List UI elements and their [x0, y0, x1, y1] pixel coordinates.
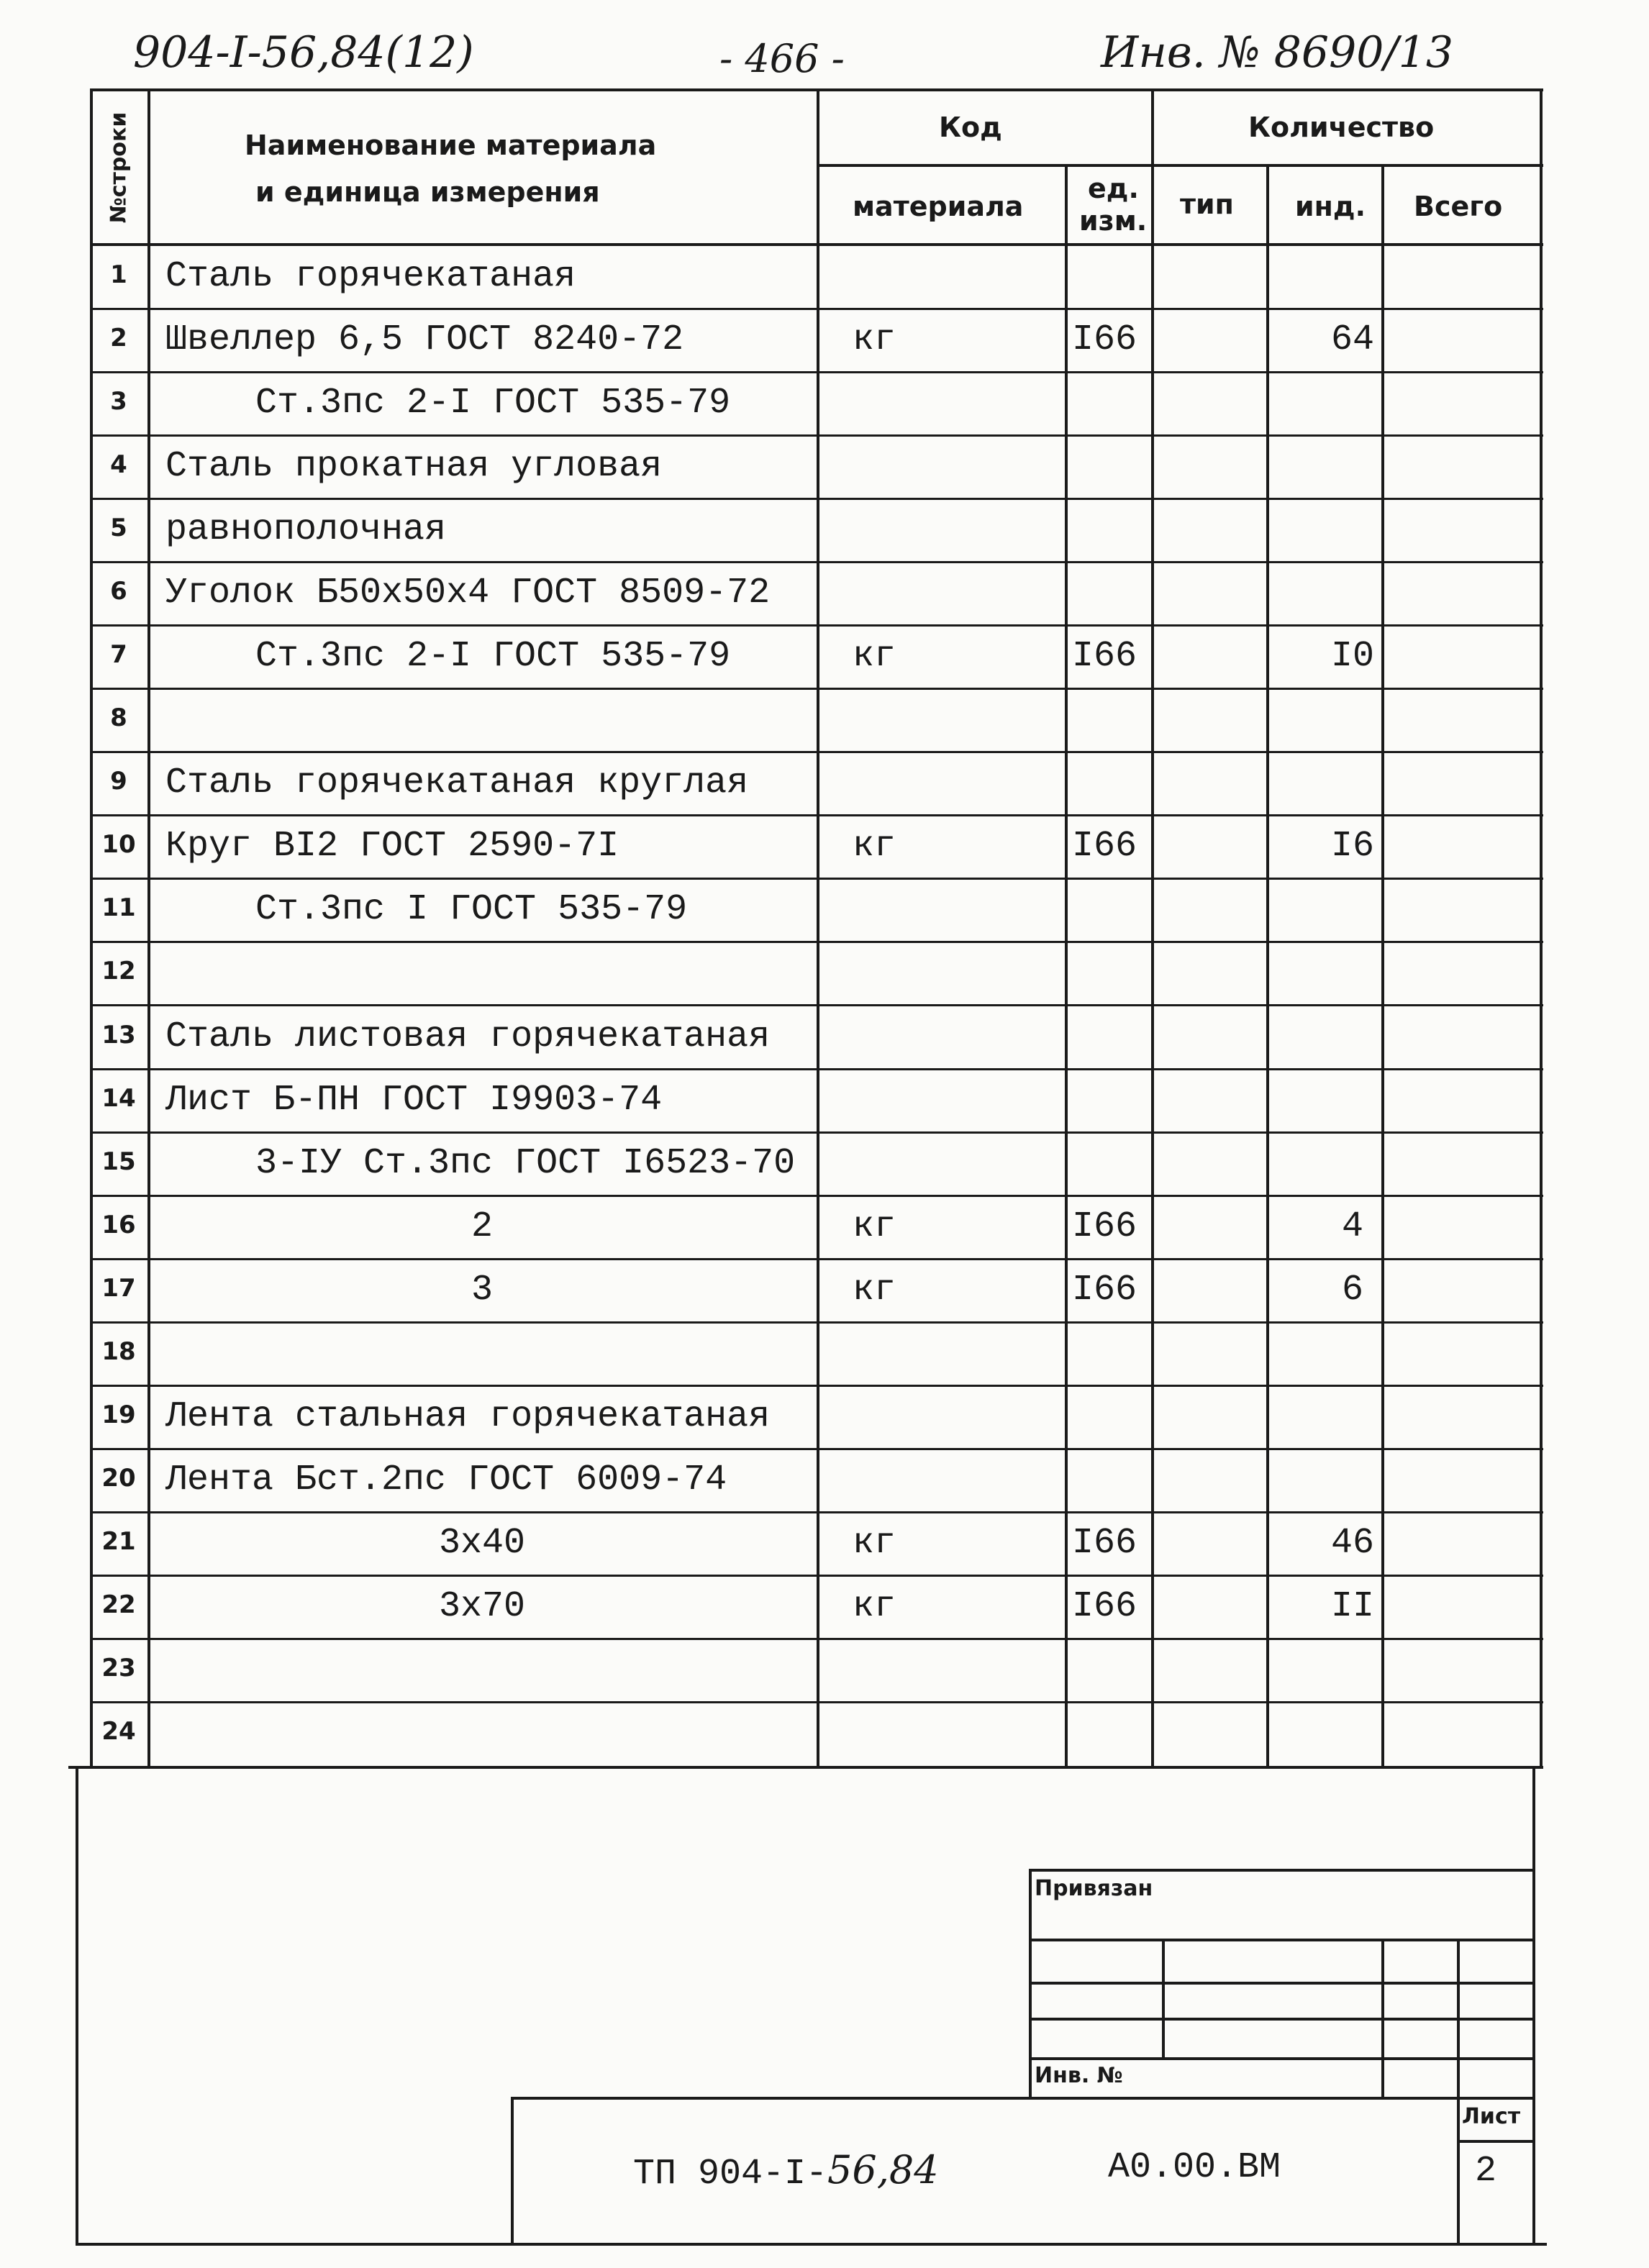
- row-number: 17: [101, 1273, 136, 1303]
- row-number: 5: [110, 514, 127, 543]
- material-name: Лента Бст.2пс ГОСТ 6009-74: [165, 1459, 727, 1500]
- table-row: [90, 1449, 1543, 1513]
- unit-of-measure: кг: [852, 636, 896, 678]
- row-number: 4: [110, 450, 127, 480]
- row-number: 24: [101, 1716, 136, 1746]
- row-number: 22: [101, 1590, 136, 1619]
- material-name: Уголок Б50х50х4 ГОСТ 8509-72: [165, 573, 771, 614]
- table-row: [90, 1196, 1543, 1260]
- material-name: Ст.3пс 2-I ГОСТ 535-79: [255, 383, 731, 424]
- table-row: [90, 1386, 1543, 1449]
- material-name: 3: [471, 1269, 493, 1311]
- individual-quantity: 64: [1330, 319, 1374, 361]
- row-number: 14: [101, 1083, 136, 1113]
- table-row: [90, 373, 1543, 436]
- table-row: [90, 1133, 1543, 1196]
- material-name: равнополочная: [165, 509, 447, 551]
- material-name: 2: [471, 1206, 493, 1247]
- row-number: 19: [101, 1400, 136, 1429]
- table-row: [90, 309, 1543, 373]
- individual-quantity: II: [1330, 1585, 1374, 1627]
- material-name: 3х70: [438, 1585, 526, 1627]
- table-row: [90, 626, 1543, 689]
- row-number: 20: [101, 1463, 136, 1493]
- individual-quantity: 4: [1341, 1206, 1363, 1247]
- material-name: 3-IУ Ст.3пс ГОСТ I6523-70: [255, 1142, 796, 1184]
- inventory-label: Инв. №: [1035, 2063, 1123, 2088]
- material-name: Круг ВI2 ГОСТ 2590-7I: [165, 826, 619, 867]
- bound-label: Привязан: [1035, 1876, 1153, 1901]
- individual-quantity: 6: [1341, 1269, 1363, 1311]
- row-number: 8: [110, 703, 127, 733]
- individual-quantity: I0: [1330, 636, 1374, 678]
- table-row: [90, 1006, 1543, 1070]
- unit-of-measure: кг: [852, 1522, 896, 1564]
- unit-code: I66: [1072, 1269, 1137, 1311]
- type-header: тип: [1180, 188, 1234, 220]
- material-name: 3х40: [438, 1522, 526, 1564]
- project-code: ТП 904-I-56,84: [633, 2147, 939, 2195]
- table-row: [90, 1639, 1543, 1703]
- row-number: 16: [101, 1210, 136, 1239]
- quantity-header: Количество: [1248, 111, 1435, 143]
- table-row: [90, 879, 1543, 942]
- material-name: Лист Б-ПН ГОСТ I9903-74: [165, 1079, 663, 1121]
- table-row: [90, 942, 1543, 1006]
- table-row: [90, 1323, 1543, 1386]
- material-name: Сталь прокатная угловая: [165, 446, 663, 488]
- row-number: 12: [101, 957, 136, 986]
- table-row: [90, 1703, 1543, 1766]
- table-row: [90, 1513, 1543, 1576]
- name-header-line2: и единица измерения: [255, 176, 600, 208]
- unit-of-measure: кг: [852, 319, 896, 361]
- individual-quantity: 46: [1330, 1522, 1374, 1564]
- table-row: [90, 1260, 1543, 1323]
- name-header-line1: Наименование материала: [245, 129, 657, 161]
- sheet-number: 2: [1475, 2151, 1497, 2192]
- unit-code: I66: [1072, 636, 1137, 678]
- row-number: 3: [110, 387, 127, 416]
- row-number: 1: [110, 260, 127, 290]
- material-name: Швеллер 6,5 ГОСТ 8240-72: [165, 319, 684, 361]
- drawing-designation: А0.00.ВМ: [1108, 2147, 1281, 2188]
- material-name: Сталь горячекатаная: [165, 256, 576, 298]
- table-row: [90, 1070, 1543, 1133]
- row-number: 15: [101, 1147, 136, 1176]
- row-number: 21: [101, 1526, 136, 1556]
- material-name: Ст.3пс 2-I ГОСТ 535-79: [255, 636, 731, 678]
- table-row: [90, 246, 1543, 309]
- material-name: Ст.3пс I ГОСТ 535-79: [255, 889, 688, 931]
- material-name: Сталь горячекатаная круглая: [165, 762, 749, 804]
- unit-header-line2: изм.: [1079, 205, 1148, 237]
- unit-of-measure: кг: [852, 1206, 896, 1247]
- table-row: [90, 563, 1543, 626]
- unit-code: I66: [1072, 1206, 1137, 1247]
- code-header: Код: [939, 111, 1002, 143]
- page-number: - 466 -: [719, 36, 845, 81]
- inventory-number: Инв. № 8690/13: [1101, 27, 1454, 78]
- material-name: Лента стальная горячекатаная: [165, 1395, 771, 1437]
- sheet-label: Лист: [1462, 2104, 1521, 2129]
- row-number: 2: [110, 324, 127, 353]
- material-name: Сталь листовая горячекатаная: [165, 1016, 771, 1057]
- total-header: Всего: [1414, 191, 1503, 222]
- row-number-header: №строки: [106, 111, 132, 223]
- table-row: [90, 1576, 1543, 1639]
- table-row: [90, 499, 1543, 563]
- ind-header: инд.: [1295, 191, 1366, 222]
- individual-quantity: I6: [1330, 826, 1374, 867]
- unit-of-measure: кг: [852, 1269, 896, 1311]
- row-number: 23: [101, 1653, 136, 1682]
- row-number: 9: [110, 767, 127, 796]
- row-number: 18: [101, 1336, 136, 1366]
- row-number: 10: [101, 830, 136, 860]
- table-row: [90, 752, 1543, 816]
- unit-of-measure: кг: [852, 826, 896, 867]
- unit-header-line1: ед.: [1088, 173, 1139, 204]
- material-header: материала: [853, 191, 1024, 222]
- unit-code: I66: [1072, 1522, 1137, 1564]
- row-number: 13: [101, 1020, 136, 1049]
- document-code: 904-I-56,84(12): [133, 27, 474, 78]
- row-number: 7: [110, 640, 127, 670]
- unit-code: I66: [1072, 1585, 1137, 1627]
- row-number: 11: [101, 893, 136, 923]
- table-row: [90, 689, 1543, 752]
- row-number: 6: [110, 577, 127, 606]
- table-row: [90, 816, 1543, 879]
- unit-of-measure: кг: [852, 1585, 896, 1627]
- table-row: [90, 436, 1543, 499]
- unit-code: I66: [1072, 826, 1137, 867]
- unit-code: I66: [1072, 319, 1137, 361]
